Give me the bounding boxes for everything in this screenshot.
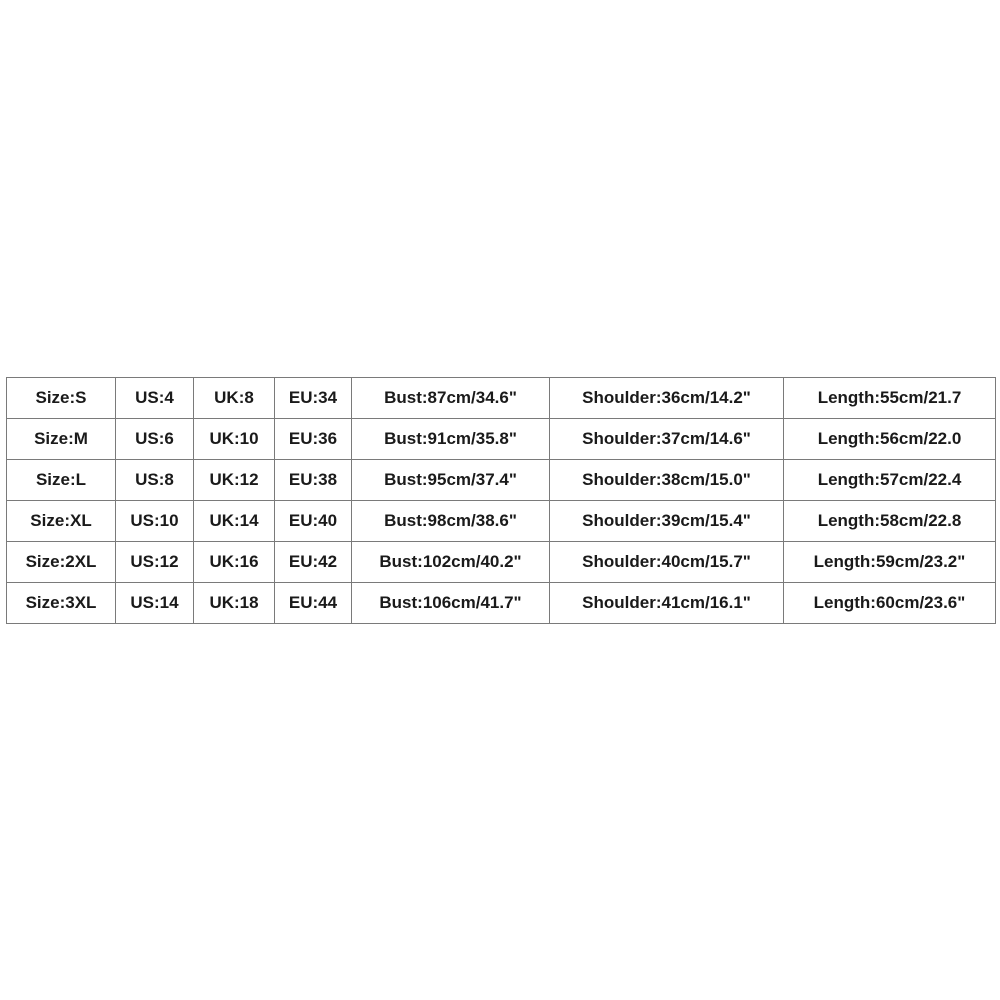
us-size-cell: US:6: [116, 419, 194, 460]
eu-size-cell: EU:36: [275, 419, 352, 460]
shoulder-cell: Shoulder:40cm/15.7": [550, 542, 784, 583]
shoulder-cell: Shoulder:37cm/14.6": [550, 419, 784, 460]
length-cell: Length:56cm/22.0: [784, 419, 996, 460]
table-row: [7, 460, 996, 501]
length-cell: Length:58cm/22.8: [784, 501, 996, 542]
uk-size-cell: UK:8: [194, 378, 275, 419]
table-row: [7, 378, 996, 419]
bust-cell: Bust:91cm/35.8": [352, 419, 550, 460]
size-cell: Size:S: [7, 378, 116, 419]
length-cell: Length:55cm/21.7: [784, 378, 996, 419]
shoulder-cell: Shoulder:41cm/16.1": [550, 583, 784, 624]
eu-size-cell: EU:34: [275, 378, 352, 419]
size-cell: Size:3XL: [7, 583, 116, 624]
bust-cell: Bust:102cm/40.2": [352, 542, 550, 583]
shoulder-cell: Shoulder:36cm/14.2": [550, 378, 784, 419]
shoulder-cell: Shoulder:39cm/15.4": [550, 501, 784, 542]
length-cell: Length:60cm/23.6": [784, 583, 996, 624]
table-row: [7, 542, 996, 583]
us-size-cell: US:4: [116, 378, 194, 419]
us-size-cell: US:10: [116, 501, 194, 542]
bust-cell: Bust:95cm/37.4": [352, 460, 550, 501]
size-chart-table: [6, 377, 996, 624]
length-cell: Length:57cm/22.4: [784, 460, 996, 501]
size-cell: Size:M: [7, 419, 116, 460]
size-cell: Size:2XL: [7, 542, 116, 583]
length-cell: Length:59cm/23.2": [784, 542, 996, 583]
uk-size-cell: UK:10: [194, 419, 275, 460]
shoulder-cell: Shoulder:38cm/15.0": [550, 460, 784, 501]
eu-size-cell: EU:44: [275, 583, 352, 624]
eu-size-cell: EU:40: [275, 501, 352, 542]
uk-size-cell: UK:14: [194, 501, 275, 542]
table-row: [7, 419, 996, 460]
us-size-cell: US:14: [116, 583, 194, 624]
uk-size-cell: UK:18: [194, 583, 275, 624]
eu-size-cell: EU:42: [275, 542, 352, 583]
bust-cell: Bust:98cm/38.6": [352, 501, 550, 542]
size-cell: Size:L: [7, 460, 116, 501]
table-row: [7, 583, 996, 624]
bust-cell: Bust:87cm/34.6": [352, 378, 550, 419]
size-cell: Size:XL: [7, 501, 116, 542]
eu-size-cell: EU:38: [275, 460, 352, 501]
bust-cell: Bust:106cm/41.7": [352, 583, 550, 624]
uk-size-cell: UK:16: [194, 542, 275, 583]
us-size-cell: US:12: [116, 542, 194, 583]
table-row: [7, 501, 996, 542]
uk-size-cell: UK:12: [194, 460, 275, 501]
us-size-cell: US:8: [116, 460, 194, 501]
